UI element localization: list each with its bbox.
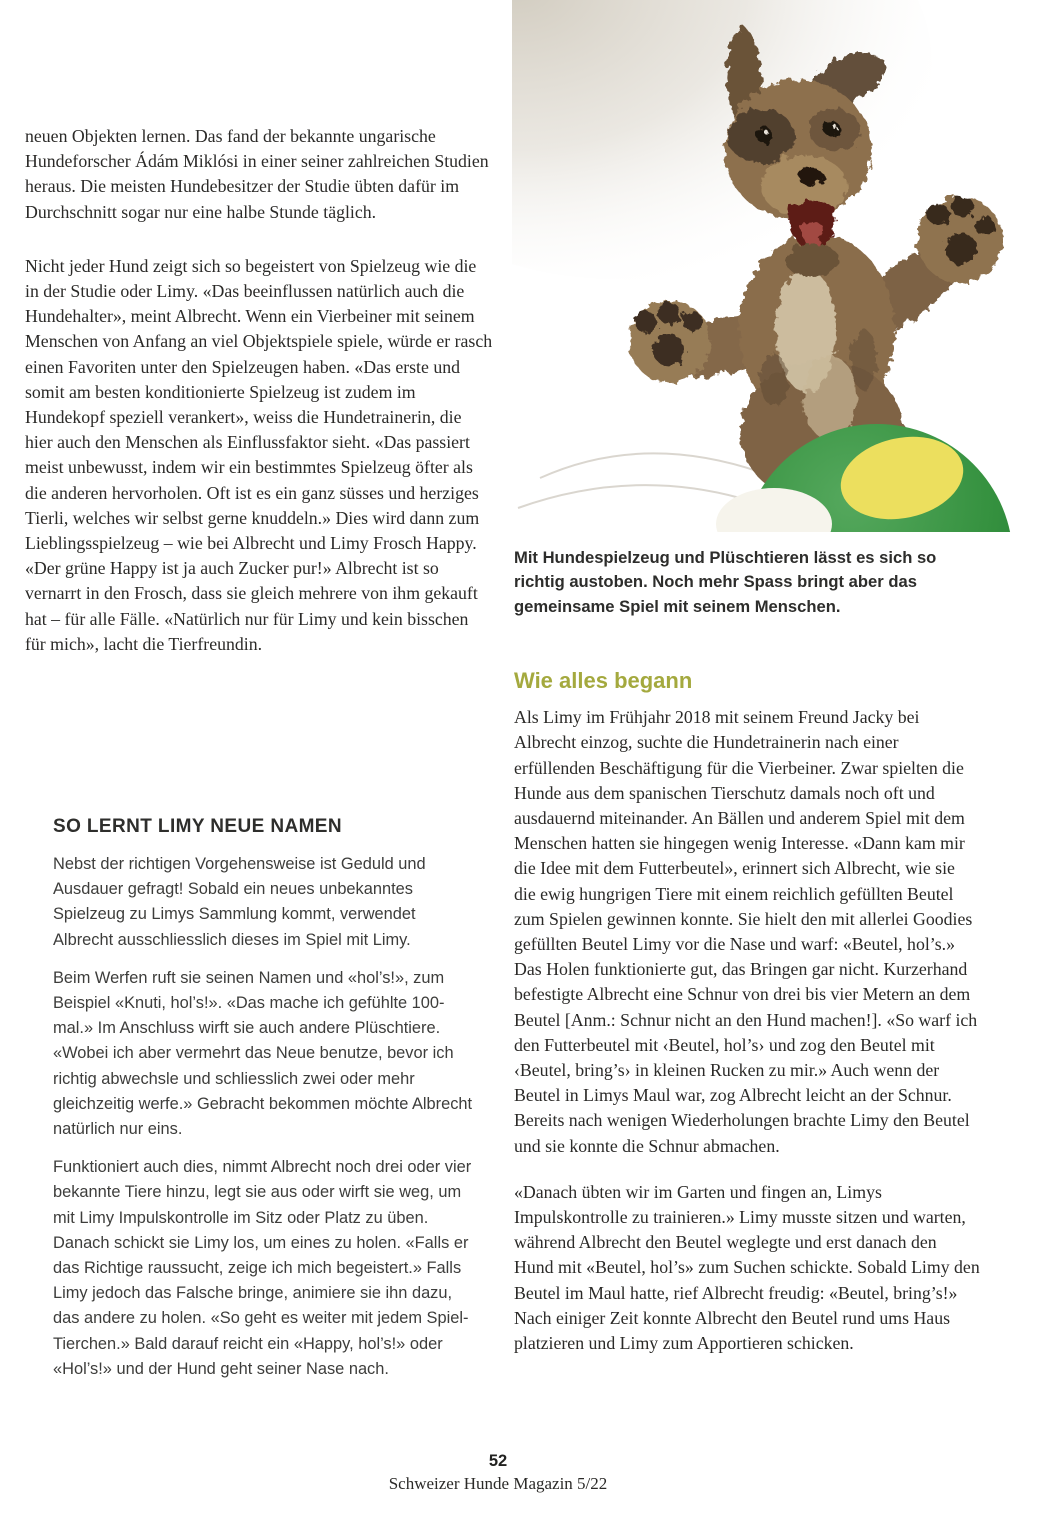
- page-footer: [389, 1452, 608, 1494]
- dog-photo-illustration: [512, 0, 1064, 532]
- body-paragraph: «Danach übten wir im Garten und fingen an, Limys Impulskontrolle zu trainieren.» Limy musste sitzen und warten, während Albrecht den Beutel weglegte und erst danach den Hund mit «Beutel, hol’s» zum Suchen schickte. Sobald Limy den Beutel im Maul hatte, rief Albrecht freudig: «Beutel, bring’s!» Nach einiger Zeit konnte Albrecht den Beutel rund ums Haus platzieren und Limy zum Apportieren schicken.: [514, 1181, 980, 1354]
- dog-photo: [512, 0, 1064, 532]
- box-paragraph: Funktioniert auch dies, nimmt Albrecht noch drei oder vier bekannte Tiere hinzu, legt sie aus oder wirft sie weg, um mit Limy Impulskontrolle im Sitz oder Platz zu üben. Danach schickt sie Limy los, um eines zu holen. «Falls er das Richtige raussucht, zeige ich mich begeistert.» Falls Limy jedoch das Falsche bringe, animiere sie ihn dazu, das andere zu holen. «So geht es weiter mit jedem Spiel-Tierchen.» Bald darauf reicht ein «Happy, hol’s!» oder «Hol’s!» und der Hund geht seiner Nase nach.: [53, 1158, 472, 1378]
- section-title: Wie alles begann: [514, 668, 693, 693]
- body-paragraph: neuen Objekten lernen. Das fand der bekannte ungarische Hundeforscher Ádám Miklósi in einer seiner zahlreichen Studien heraus. Die meisten Hundebesitzer der Studie übten dafür im Durchschnitt sogar nur eine halbe Stunde täglich.: [25, 126, 489, 222]
- article-right-column: [514, 668, 980, 1356]
- howto-box: [53, 816, 474, 1382]
- box-paragraph: Nebst der richtigen Vorgehensweise ist Geduld und Ausdauer gefragt! Sobald ein neues unbekanntes Spielzeug zu Limys Sammlung kommt, verwendet Albrecht ausschliesslich dieses im Spiel mit Limy.: [53, 855, 426, 949]
- article-left-column: [25, 124, 493, 657]
- photo-caption: Mit Hundespielzeug und Plüschtieren lässt es sich so richtig austoben. Noch mehr Spass bringt aber das gemeinsame Spiel mit seinem Menschen.: [514, 548, 937, 616]
- body-paragraph: Als Limy im Frühjahr 2018 mit seinem Freund Jacky bei Albrecht einzog, suchte die Hundetrainerin nach einer erfüllenden Beschäftigung für die Vierbeiner. Zwar spielten die Hunde aus dem spanischen Tierschutz damals noch oft und ausdauernd miteinander. An Bällen und anderem Spiel mit dem Menschen hatten sie hingegen wenig Interesse. «Dann kam mir die Idee mit dem Futterbeutel», erinnert sich Albrecht, wie sie die ewig hungrigen Tiere mit einem reichlich gefüllten Beutel zum Spielen gewinnen konnte. Sie hielt den mit allerlei Goodies gefüllten Beutel Limy vor die Nase und warf: «Beutel, hol’s.» Das Holen funktionierte gut, das Bringen gar nicht. Kurzerhand befestigte Albrecht eine Schnur von drei bis vier Metern an dem Beutel [Anm.: Schnur nicht an den Hund machen!]. «So warf ich den Futterbeutel mit ‹Beutel, hol’s› und zog den Beutel mit ‹Beutel, bring’s› in kleinen Rucken zu mir.» Auch wenn der Beutel in Limys Maul war, zog Albrecht leicht an der Schnur. Bereits nach wenigen Wiederholungen brachte Limy den Beutel und sie konnte die Schnur abmachen.: [514, 707, 978, 1156]
- box-title: SO LERNT LIMY NEUE NAMEN: [53, 816, 342, 837]
- magazine-name: Schweizer Hunde Magazin 5/22: [388, 1474, 608, 1493]
- page-number: 52: [488, 1452, 508, 1470]
- body-paragraph: Nicht jeder Hund zeigt sich so begeistert von Spielzeug wie die in der Studie oder Limy. «Das beeinflussen natürlich auch die Hundehalter», meint Albrecht. Wenn ein Vierbeiner mit seinem Menschen von Anfang an viel Objektspiele spiele, würde er rasch einen Favoriten unter den Spielzeugen haben. «Das erste und somit am besten konditionierte Spielzeug ist zudem im Hundekopf speziell verankert», weiss die Hundetrainerin, die hier auch den Menschen als Einflussfaktor sieht. «Das passiert meist unbewusst, indem wir ein bestimmtes Spielzeug öfter als die anderen hervorholen. Oft ist es ein ganz süsses und herziges Tierli, welches wir selbst gerne knuddeln.» Dies wird dann zum Lieblingsspielzeug – wie bei Albrecht und Limy Frosch Happy. «Der grüne Happy ist ja auch Zucker pur!» Albrecht ist so vernarrt in den Frosch, dass sie gleich mehrere von ihm gekauft hat – für alle Fälle. «Natürlich nur für Limy und kein bisschen für mich», lacht die Tierfreundin.: [25, 255, 493, 654]
- box-paragraph: Beim Werfen ruft sie seinen Namen und «hol’s!», zum Beispiel «Knuti, hol’s!». «Das mache ich gefühlte 100-mal.» Im Anschluss wirft sie auch andere Plüschtiere. «Wobei ich aber vermehrt das Neue benutze, bevor ich richtig abwechsle und schliesslich zwei oder mehr gleichzeitig werfe.» Gebracht bekommen möchte Albrecht natürlich nur eins.: [53, 968, 473, 1139]
